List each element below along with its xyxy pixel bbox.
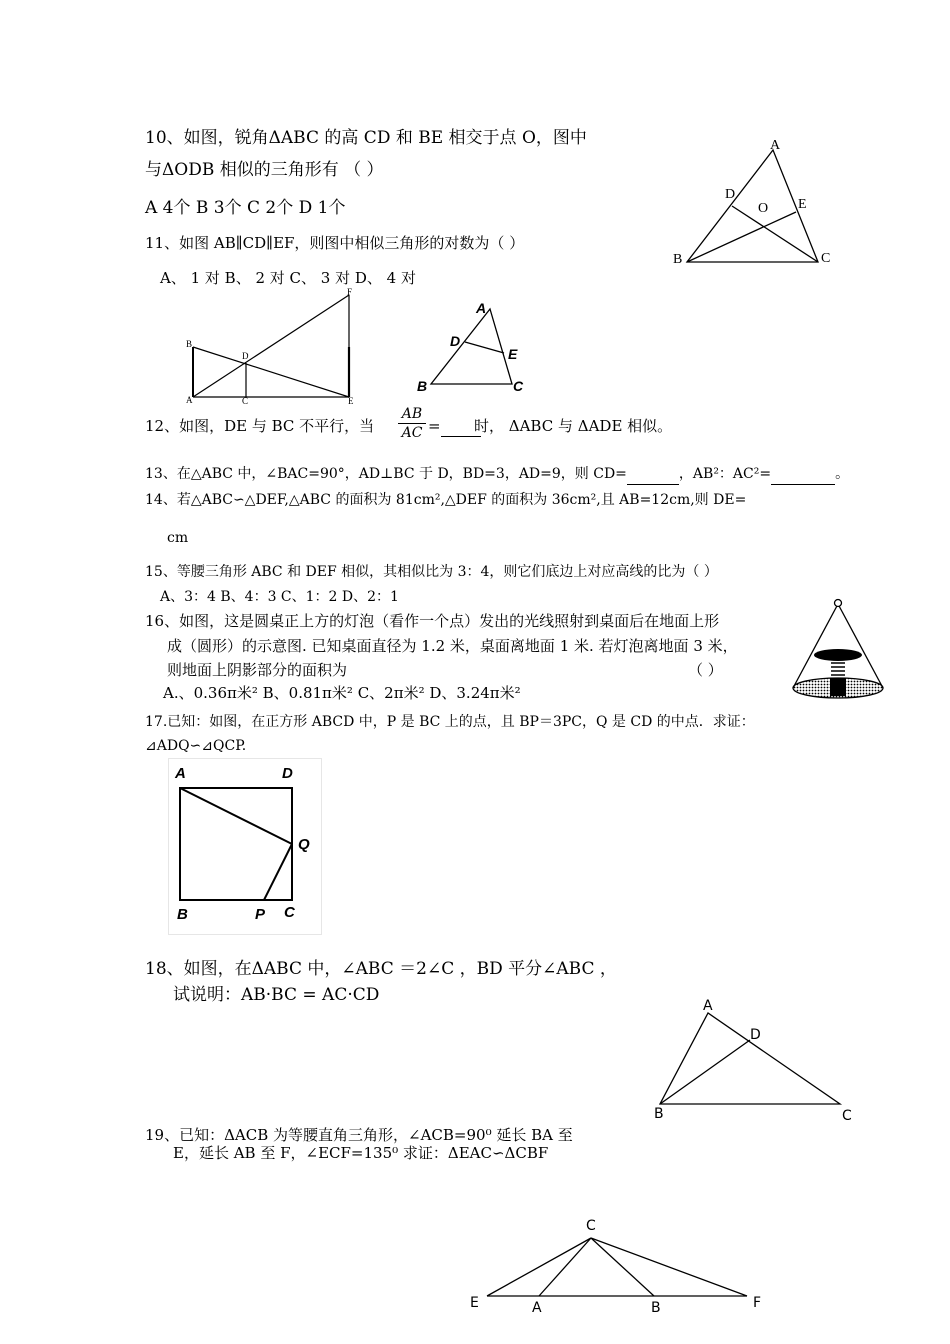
q19-label-b: B bbox=[651, 1300, 661, 1316]
q12-numerator: AB bbox=[401, 406, 423, 422]
q11-line1: 11、如图 AB∥CD∥EF，则图中相似三角形的对数为（ ） bbox=[145, 234, 525, 252]
q12-fraction bbox=[398, 406, 426, 441]
q18-label-a: A bbox=[703, 998, 713, 1014]
q13-end: 。 bbox=[835, 466, 850, 482]
q11-fig1-label-b: B bbox=[186, 339, 193, 349]
q18-line1: 18、如图，在ΔABC 中，∠ABC ＝2∠C ，BD 平分∠ABC ， bbox=[145, 959, 617, 979]
q15-options: A、3：4 B、4：3 C、1：2 D、2：1 bbox=[160, 589, 399, 605]
q11-triangle-de-figure bbox=[410, 295, 540, 400]
q10-line2: 与ΔODB 相似的三角形有 （ ） bbox=[145, 160, 384, 180]
q19-label-e: E bbox=[470, 1295, 479, 1311]
q11-fig2-label-c: C bbox=[513, 378, 524, 394]
q10-line1: 10、如图，锐角ΔABC 的高 CD 和 BE 相交于点 O，图中 bbox=[145, 128, 587, 148]
q12-suffix: 时， ΔABC 与 ΔADE 相似。 bbox=[474, 417, 673, 435]
q18-label-c: C bbox=[842, 1108, 852, 1124]
q19-label-a: A bbox=[532, 1300, 542, 1316]
q17-label-b: B bbox=[177, 906, 188, 923]
q11-fig1-label-d: D bbox=[242, 351, 249, 361]
q12-prefix: 12、如图，DE 与 BC 不平行，当 bbox=[145, 417, 375, 435]
q16-paren: （ ） bbox=[688, 661, 723, 679]
q10-label-a: A bbox=[770, 138, 781, 153]
q11-parallel-lines-figure bbox=[180, 285, 370, 405]
q10-label-e: E bbox=[798, 197, 807, 212]
q11-fig1-label-a: A bbox=[186, 395, 193, 405]
q11-fig2-label-d: D bbox=[450, 333, 461, 349]
q11-fig1-label-c: C bbox=[242, 396, 249, 406]
q16-line3: 则地面上阴影部分的面积为 bbox=[167, 661, 348, 679]
q19-label-c: C bbox=[586, 1218, 596, 1234]
q18-triangle-figure bbox=[650, 990, 865, 1125]
q17-label-q: Q bbox=[298, 836, 310, 853]
q16-line2: 成（圆形）的示意图. 已知桌面直径为 1.2 米，桌面离地面 1 米. 若灯泡离地面 3 米， bbox=[167, 637, 738, 655]
q13-line bbox=[145, 464, 849, 485]
q17-label-d: D bbox=[282, 765, 293, 782]
q10-options: A 4个 B 3个 C 2个 D 1个 bbox=[145, 198, 346, 218]
q17-line1: 17.已知：如图，在正方形 ABCD 中，P 是 BC 上的点，且 BP＝3PC，Q 是 CD 的中点．求证： bbox=[145, 714, 755, 730]
q18-line2: 试说明：AB·BC = AC·CD bbox=[173, 985, 380, 1005]
q17-line2: ⊿ADQ∽⊿QCP. bbox=[145, 738, 247, 754]
q19-triangle-figure bbox=[465, 1212, 775, 1322]
q14-line2: cm bbox=[167, 530, 189, 546]
q19-line2: E，延长 AB 至 F，∠ECF=135⁰ 求证：ΔEAC∽ΔCBF bbox=[173, 1144, 549, 1162]
q11-fig2-label-b: B bbox=[417, 378, 428, 394]
q10-label-d: D bbox=[725, 187, 736, 202]
q18-label-d: D bbox=[750, 1027, 761, 1043]
q12-fraction-bar bbox=[398, 423, 426, 424]
q12-blank: = bbox=[428, 416, 481, 437]
q10-label-b: B bbox=[673, 252, 683, 267]
lamp-cone-figure bbox=[790, 596, 900, 706]
q15-line1: 15、等腰三角形 ABC 和 DEF 相似，其相似比为 3：4，则它们底边上对应高线的比为（ ） bbox=[145, 564, 718, 580]
q19-label-f: F bbox=[753, 1295, 762, 1311]
q10-triangle-figure bbox=[670, 130, 840, 270]
square-abcd-figure bbox=[168, 758, 323, 936]
q11-fig2-label-a: A bbox=[476, 300, 487, 316]
q14-line1: 14、若△ABC∽△DEF,△ABC 的面积为 81cm²,△DEF 的面积为 36cm²,且 AB=12cm,则 DE= bbox=[145, 492, 747, 508]
q11-options: A、 1 对 B、 2 对 C、 3 对 D、 4 对 bbox=[160, 269, 416, 287]
q11-fig2-label-e: E bbox=[508, 346, 518, 362]
q19-line1: 19、已知：ΔACB 为等腰直角三角形，∠ACB=90⁰ 延长 BA 至 bbox=[145, 1126, 573, 1144]
q17-label-a: A bbox=[175, 765, 186, 782]
q10-label-c: C bbox=[821, 251, 831, 266]
q16-line1: 16、如图，这是圆桌正上方的灯泡（看作一个点）发出的光线照射到桌面后在地面上形 bbox=[145, 612, 720, 630]
q11-fig1-label-f: F bbox=[347, 287, 353, 297]
q12-denominator: AC bbox=[401, 425, 423, 441]
q13-text: 13、在△ABC 中，∠BAC=90°，AD⊥BC 于 D，BD=3，AD=9，则 CD= bbox=[145, 466, 627, 482]
q13-mid: ，AB²：AC²= bbox=[678, 466, 772, 482]
q10-label-o: O bbox=[758, 201, 769, 216]
q17-label-p: P bbox=[255, 906, 266, 923]
q11-fig1-label-e: E bbox=[348, 396, 354, 406]
q16-options: A.、0.36π米² B、0.81π米² C、2π米² D、3.24π米² bbox=[163, 684, 521, 702]
q18-label-b: B bbox=[654, 1106, 664, 1122]
q17-label-c: C bbox=[284, 904, 295, 921]
